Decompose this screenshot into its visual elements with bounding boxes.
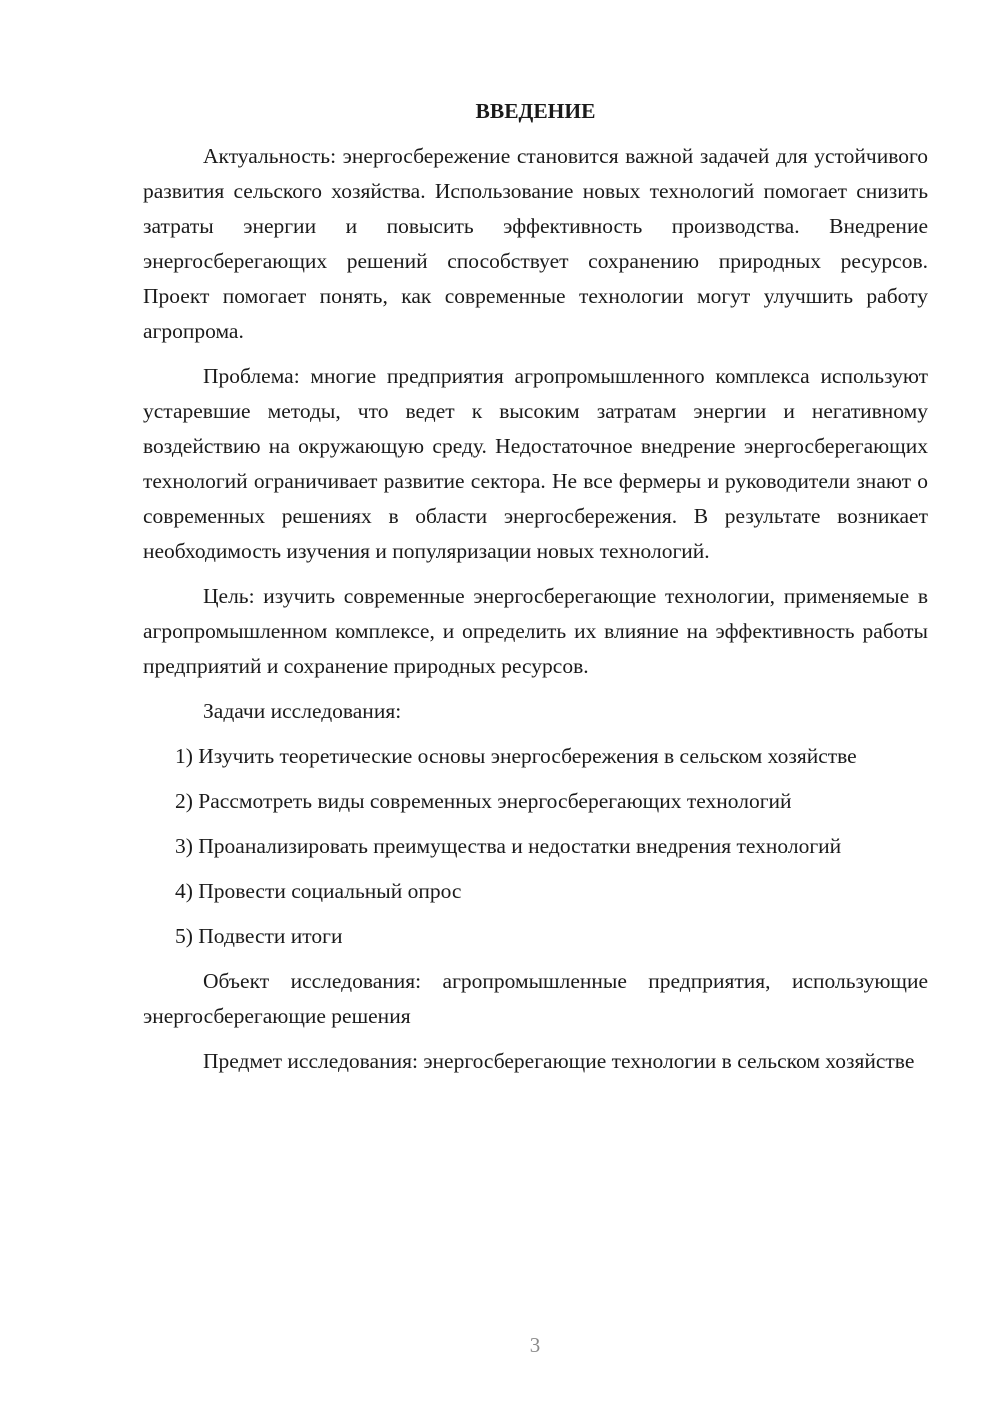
task-item-1: 1) Изучить теоретические основы энергосбережения в сельском хозяйстве — [175, 744, 857, 768]
page-number: 3 — [529, 1333, 541, 1357]
problem-paragraph: Проблема: многие предприятия агропромышленного комплекса используют устаревшие методы, что ведет к высоким затратам энергии и негативному воздействию на окружающую среду. Недостаточное внедрение энергосберегающих технологий ограничивает развитие сектора. Не все фермеры и руководители знают о современных решениях в области энергосбережения. В результате возникает необходимость изучения и популяризации новых технологий. — [143, 364, 928, 563]
page-content — [143, 94, 928, 1089]
page-title: ВВЕДЕНИЕ — [475, 99, 596, 123]
subject-paragraph: Предмет исследования: энергосберегающие технологии в сельском хозяйстве — [203, 1049, 915, 1073]
task-item-4: 4) Провести социальный опрос — [175, 879, 462, 903]
task-item-2: 2) Рассмотреть виды современных энергосберегающих технологий — [175, 789, 792, 813]
task-item-5: 5) Подвести итоги — [175, 924, 343, 948]
goal-paragraph: Цель: изучить современные энергосберегающие технологии, применяемые в агропромышленном комплексе, и определить их влияние на эффективность работы предприятий и сохранение природных ресурсов. — [143, 584, 928, 678]
tasks-heading: Задачи исследования: — [203, 699, 402, 723]
object-paragraph: Объект исследования: агропромышленные предприятия, использующие энергосберегающие решения — [143, 969, 928, 1028]
task-item-3: 3) Проанализировать преимущества и недостатки внедрения технологий — [175, 834, 842, 858]
relevance-paragraph: Актуальность: энергосбережение становится важной задачей для устойчивого развития сельского хозяйства. Использование новых технологий помогает снизить затраты энергии и повысить эффективность производства. Внедрение энергосберегающих решений способствует сохранению природных ресурсов. Проект помогает понять, как современные технологии могут улучшить работу агропрома. — [143, 144, 928, 343]
